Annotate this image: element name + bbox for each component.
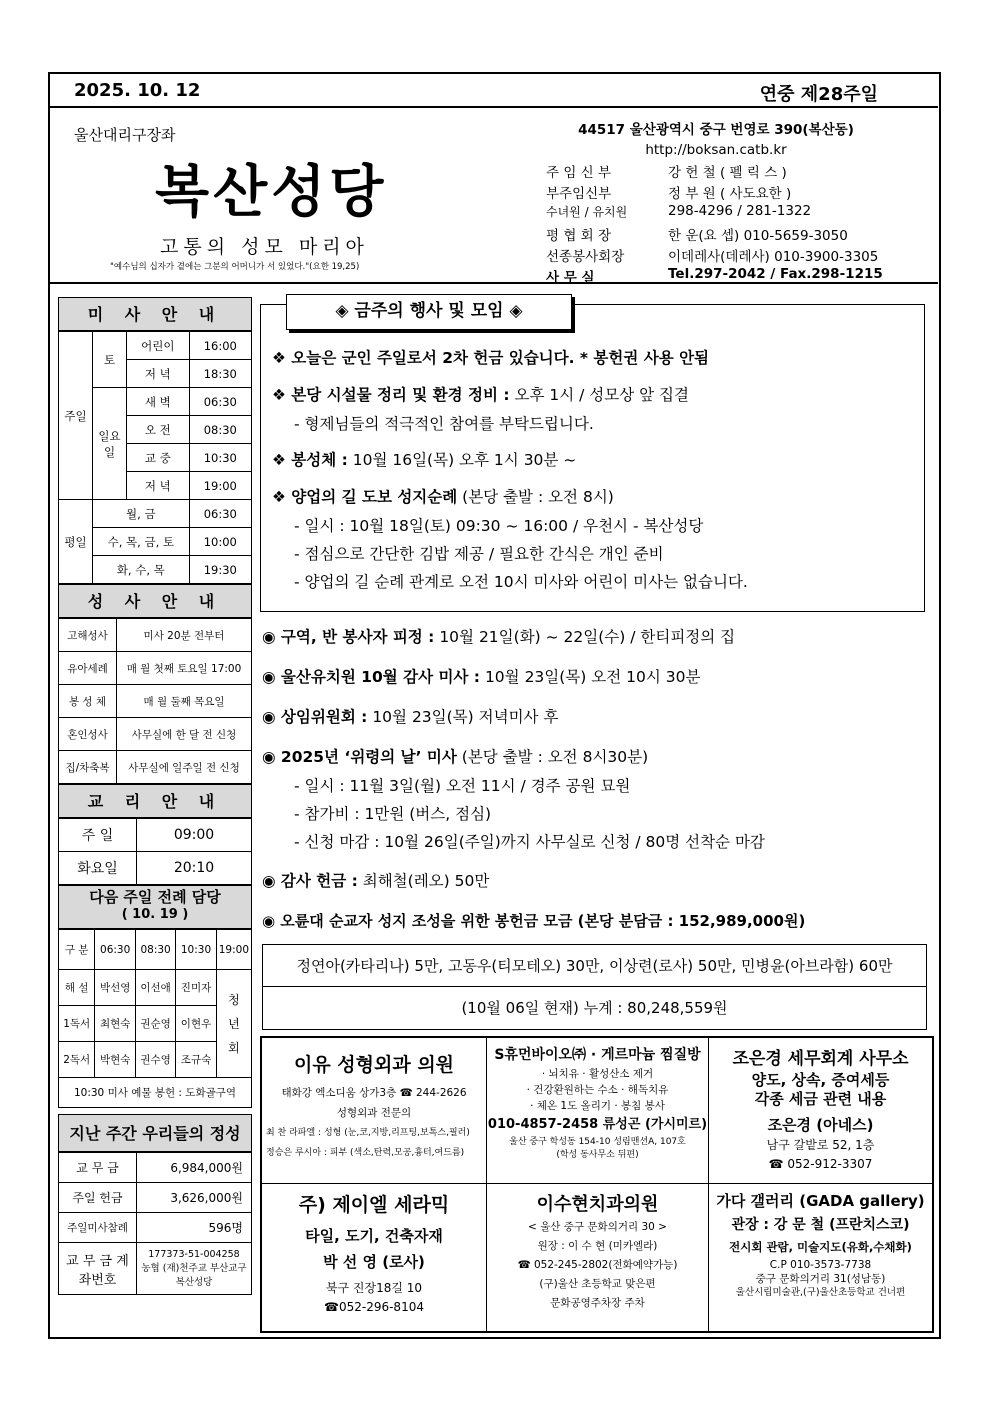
offerings-title: 지난 주간 우리들의 정성 — [58, 1114, 252, 1152]
sacrament-value: 사무실에 한 달 전 신청 — [117, 718, 252, 751]
news-detail: 10월 23일(목) 오전 10시 30분 — [480, 668, 701, 686]
offerings-table — [58, 1152, 252, 1295]
liturgy-date: ( 10. 19 ) — [121, 907, 189, 922]
news-item — [262, 622, 932, 652]
contact-label: 부주임신부 — [546, 186, 612, 202]
mass-name: 오 전 — [127, 416, 190, 444]
ad-name: 주) 제이엘 세라믹 — [298, 1194, 450, 1216]
ad-line: 북구 진장18길 10 — [325, 1281, 423, 1295]
mass-name: 어린이 — [127, 332, 190, 360]
event-head: ❖ 본당 시설물 정리 및 환경 정비 : — [272, 386, 510, 404]
news-detail: 10월 21일(화) ~ 22일(수) / 한티피정의 집 — [434, 628, 736, 646]
ad-line: 문화공영주차장 주차 — [550, 1297, 645, 1309]
account-label: 교 무 금 계좌번호 — [59, 1243, 137, 1295]
ad-ceramic — [262, 1184, 487, 1331]
mass-name: 저 녁 — [127, 360, 190, 388]
liturgy-header: 구 분 — [59, 930, 95, 970]
sacrament-name: 봉 성 체 — [59, 685, 117, 718]
events-list — [272, 344, 922, 596]
sacrament-name: 혼인성사 — [59, 718, 117, 751]
ad-line: 전시회 관람, 미술지도(유화,수채화) — [729, 1240, 912, 1254]
offering-value: 596명 — [137, 1213, 252, 1243]
mass-name: 수, 목, 금, 토 — [93, 528, 190, 556]
catechism-table — [58, 818, 252, 885]
ad-line: 관장 : 강 문 철 (프란치스코) — [731, 1217, 910, 1233]
liturgy-table — [58, 929, 252, 1108]
ad-line: 타일, 도기, 건축자재 — [305, 1227, 443, 1245]
liturgy-cell: 권순영 — [135, 1006, 175, 1042]
catechism-time: 20:10 — [137, 852, 252, 885]
mass-name: 화, 수, 목 — [93, 556, 190, 584]
contact-value: 정 부 원 ( 사도요한 ) — [668, 186, 792, 202]
weekday-label: 평일 — [59, 500, 93, 584]
mass-time: 08:30 — [189, 416, 251, 444]
diocese-label: 울산대리구장좌 — [74, 126, 176, 144]
sacrament-name: 집/차축복 — [59, 751, 117, 784]
ad-line: (구)울산 초등학교 맞은편 — [539, 1278, 656, 1290]
ad-line: 정승은 루시아 : 피부 (색소,탄력,모공,흉터,여드름) — [266, 1148, 465, 1158]
account-number: 177373-51-004258 — [148, 1248, 240, 1260]
liturgy-title-text: 다음 주일 전례 담당 — [89, 888, 221, 906]
sacrament-value: 사무실에 일주일 전 신청 — [117, 751, 252, 784]
ad-line: 최 찬 라파엘 : 성형 (눈,코,지방,리프팅,보톡스,필러) — [266, 1128, 470, 1138]
event-item — [272, 344, 922, 373]
catechism-day: 주 일 — [59, 819, 137, 852]
contact-value: Tel.297-2042 / Fax.298-1215 — [668, 266, 883, 282]
mass-time: 19:00 — [189, 472, 251, 500]
liturgy-cell: 이현우 — [176, 1006, 216, 1042]
contact-label: 평 협 회 장 — [546, 228, 612, 244]
liturgy-cell: 진미자 — [176, 970, 216, 1006]
event-detail: 오후 1시 / 성모상 앞 집결 — [509, 386, 689, 404]
event-item — [272, 483, 922, 512]
contact-value: 이데레사(데레사) 010-3900-3305 — [668, 249, 879, 265]
ad-line: 울산시립미술관,(구)울산초등학교 건너편 — [735, 1287, 906, 1298]
liturgical-week: 연중 제28주일 — [759, 84, 878, 105]
contact-value: 298-4296 / 281-1322 — [668, 203, 812, 219]
top-bar — [50, 74, 938, 108]
ad-tax — [709, 1038, 932, 1184]
mass-time: 10:30 — [189, 444, 251, 472]
mass-name: 교 중 — [127, 444, 190, 472]
catechism-time: 09:00 — [137, 819, 252, 852]
ad-line: · 건강환원하는 수소 · 해독치유 — [526, 1084, 669, 1096]
ad-gallery — [709, 1184, 932, 1331]
news-item — [262, 906, 932, 936]
mass-time: 19:30 — [189, 556, 251, 584]
news-item — [262, 742, 932, 772]
donation-box — [262, 944, 927, 1030]
ad-line: 태화강 엑소디움 상가3층 ☎ 244-2626 — [281, 1087, 467, 1099]
ad-name: 이유 성형외과 의원 — [293, 1054, 455, 1076]
news-head: ◉ 2025년 ‘위령의 날’ 미사 — [262, 748, 457, 766]
news-head: ◉ 감사 헌금 : — [262, 872, 358, 890]
liturgy-offering-note: 10:30 미사 예물 봉헌 : 도화골구역 — [59, 1078, 252, 1108]
sunday-day-label: 일요일 — [93, 388, 127, 500]
news-detail: 최해철(레오) 50만 — [357, 872, 490, 890]
donation-total: (10월 06일 현재) 누계 : 80,248,559원 — [461, 999, 728, 1017]
liturgy-header: 06:30 — [95, 930, 135, 970]
ad-line: 010-4857-2458 류성곤 (가시미르) — [487, 1117, 708, 1132]
sacrament-name: 유아세례 — [59, 652, 117, 685]
news-sub: - 신청 마감 : 10월 26일(주일)까지 사무실로 신청 / 80명 선착순 마감 — [294, 833, 765, 851]
ad-line: 조은경 (아네스) — [767, 1116, 874, 1134]
contact-block — [546, 118, 936, 284]
sacrament-table — [58, 618, 252, 784]
news-head: ◉ 울산유치원 10월 감사 미사 : — [262, 668, 481, 686]
news-head: ◉ 구역, 반 봉사자 피정 : — [262, 628, 435, 646]
offering-value: 3,626,000원 — [137, 1183, 252, 1213]
news-head: ◉ 상임위원회 : — [262, 708, 368, 726]
donor-list: 정연아(카타리나) 5만, 고동우(티모테오) 30만, 이상련(로사) 50만, 민병윤(아브라함) 60만 — [263, 945, 926, 987]
ad-line: 중구 문화의거리 31(성남동) — [755, 1273, 886, 1285]
ad-line: (학성 동사무소 뒤편) — [556, 1150, 639, 1160]
header — [50, 108, 938, 284]
ad-line: 남구 갈밭로 52, 1층 — [766, 1138, 875, 1152]
ad-line: 박 선 영 (로사) — [323, 1253, 425, 1271]
liturgy-header: 10:30 — [176, 930, 216, 970]
account-holder: 복산성당 — [175, 1276, 213, 1288]
event-detail: 10월 16일(목) 오후 1시 30분 ~ — [347, 451, 577, 469]
contact-value: 강 헌 철 ( 펠 릭 스 ) — [668, 165, 787, 181]
mass-time: 18:30 — [189, 360, 251, 388]
liturgy-role: 1독서 — [59, 1006, 95, 1042]
ad-line: 울산 중구 학성동 154-10 성림맨션A, 107호 — [509, 1137, 686, 1147]
ad-name: S휴먼바이오㈜ · 게르마늄 찜질방 — [494, 1047, 701, 1063]
address: 44517 울산광역시 중구 번영로 390(복산동) — [578, 122, 854, 138]
liturgy-cell: 박현숙 — [95, 1042, 135, 1078]
event-item — [272, 381, 922, 410]
ad-line: C.P 010-3573-7738 — [769, 1259, 872, 1271]
event-sub: - 양업의 길 순례 관계로 오전 10시 미사와 어린이 미사는 없습니다. — [294, 573, 748, 591]
ad-line: ☎ 052-245-2802(전화예약가능) — [517, 1259, 678, 1271]
sacrament-value: 미사 20분 전부터 — [117, 619, 252, 652]
ad-line: · 뇌치유 · 활성산소 제거 — [541, 1068, 654, 1080]
liturgy-role: 해 설 — [59, 970, 95, 1006]
contact-label: 주 임 신 부 — [546, 165, 612, 181]
mass-time: 16:00 — [189, 332, 251, 360]
sacrament-value: 매 월 둘째 목요일 — [117, 685, 252, 718]
sacrament-title: 성 사 안 내 — [58, 584, 252, 618]
account-bank: 농협 (재)천주교 부산교구 — [141, 1262, 247, 1274]
ad-bio — [487, 1038, 709, 1184]
liturgy-header: 08:30 — [135, 930, 175, 970]
ad-line: 성형외과 전문의 — [336, 1107, 412, 1119]
news-detail: (본당 출발 : 오전 8시30분) — [456, 748, 649, 766]
ad-line: < 울산 중구 문화의거리 30 > — [528, 1221, 667, 1233]
bible-verse: "예수님의 십자가 곁에는 그분의 어머니가 서 있었다."(요한 19,25) — [110, 262, 360, 272]
offering-value: 6,984,000원 — [137, 1153, 252, 1183]
sacrament-name: 고해성사 — [59, 619, 117, 652]
ad-dental — [487, 1184, 709, 1331]
ad-line: ☎052-296-8104 — [324, 1300, 424, 1314]
mass-schedule-table — [58, 331, 252, 584]
sunday-label: 주일 — [59, 332, 93, 500]
liturgy-youth: 청년회 — [216, 970, 251, 1078]
website-link[interactable]: http://boksan.catb.kr — [645, 142, 787, 158]
ad-line: 양도, 상속, 증여세등 — [751, 1071, 890, 1089]
mass-name: 저 녁 — [127, 472, 190, 500]
ad-line: 각종 세금 관련 내용 — [754, 1090, 887, 1108]
event-head: ❖ 오늘은 군인 주일로서 2차 헌금 있습니다. * 봉헌권 사용 안됨 — [272, 349, 710, 367]
news-head: ◉ 오륜대 순교자 성지 조성을 위한 봉헌금 모금 (본당 분담금 : 152,989,000원) — [262, 912, 806, 930]
liturgy-header: 19:00 — [216, 930, 251, 970]
event-item — [272, 446, 922, 475]
liturgy-title — [58, 885, 252, 929]
news-detail: 10월 23일(목) 저녁미사 후 — [367, 708, 559, 726]
ad-name: 가다 갤러리 (GADA gallery) — [716, 1192, 925, 1210]
news-sub: - 참가비 : 1만원 (버스, 점심) — [294, 805, 492, 823]
events-title: ◈ 금주의 행사 및 모임 ◈ — [286, 294, 572, 330]
mass-time: 06:30 — [189, 500, 251, 528]
ad-name: 이수현치과의원 — [536, 1194, 659, 1215]
left-column — [58, 297, 252, 1295]
ad-line: · 체온 1도 올리기 · 봉침 봉사 — [530, 1100, 665, 1112]
news-item — [262, 702, 932, 732]
liturgy-cell: 이선애 — [135, 970, 175, 1006]
offering-name: 주일미사참례 — [59, 1213, 137, 1243]
account-info — [137, 1243, 252, 1295]
news-item — [262, 662, 932, 692]
contact-label: 수녀원 / 유치원 — [546, 205, 628, 219]
contact-value: 한 운(요 셉) 010-5659-3050 — [668, 228, 848, 244]
mass-time: 06:30 — [189, 388, 251, 416]
liturgy-cell: 박선영 — [95, 970, 135, 1006]
liturgy-cell: 조규숙 — [176, 1042, 216, 1078]
contact-label: 사 무 실 — [546, 270, 595, 286]
offering-name: 교 무 금 — [59, 1153, 137, 1183]
contact-label: 선종봉사회장 — [546, 249, 625, 265]
bulletin-frame — [48, 72, 941, 1339]
bulletin-date: 2025. 10. 12 — [74, 80, 201, 101]
saturday-label: 토 — [93, 332, 127, 388]
liturgy-role: 2독서 — [59, 1042, 95, 1078]
mass-name: 새 벽 — [127, 388, 190, 416]
mass-schedule-title: 미 사 안 내 — [58, 297, 252, 331]
ad-name: 조은경 세무회계 사무소 — [732, 1049, 909, 1069]
mass-time: 10:00 — [189, 528, 251, 556]
ad-line: 원장 : 이 수 현 (미카엘라) — [537, 1240, 658, 1252]
news-item — [262, 866, 932, 896]
liturgy-cell: 최현숙 — [95, 1006, 135, 1042]
catechism-day: 화요일 — [59, 852, 137, 885]
event-sub: - 일시 : 10월 18일(토) 09:30 ~ 16:00 / 우천시 - 복산성당 — [294, 517, 704, 535]
event-detail: (본당 출발 : 오전 8시) — [457, 488, 614, 506]
event-sub: - 점심으로 간단한 김밥 제공 / 필요한 간식은 개인 준비 — [294, 545, 664, 563]
ad-clinic — [262, 1038, 487, 1184]
sacrament-value: 매 월 첫째 토요일 17:00 — [117, 652, 252, 685]
patron-saint: 고통의 성모 마리아 — [160, 236, 369, 258]
event-head: ❖ 양업의 길 도보 성지순례 — [272, 488, 458, 506]
parish-title: 복산성당 — [155, 159, 388, 225]
mass-name: 월, 금 — [93, 500, 190, 528]
offering-name: 주일 헌금 — [59, 1183, 137, 1213]
ads-grid — [260, 1036, 934, 1333]
event-sub: - 형제님들의 적극적인 참여를 부탁드립니다. — [294, 415, 594, 433]
news-sub: - 일시 : 11월 3일(월) 오전 11시 / 경주 공원 묘원 — [294, 777, 631, 795]
news-list — [262, 622, 932, 946]
catechism-title: 교 리 안 내 — [58, 784, 252, 818]
liturgy-cell: 권수영 — [135, 1042, 175, 1078]
event-head: ❖ 봉성체 : — [272, 451, 348, 469]
ad-line: ☎ 052-912-3307 — [768, 1157, 873, 1171]
